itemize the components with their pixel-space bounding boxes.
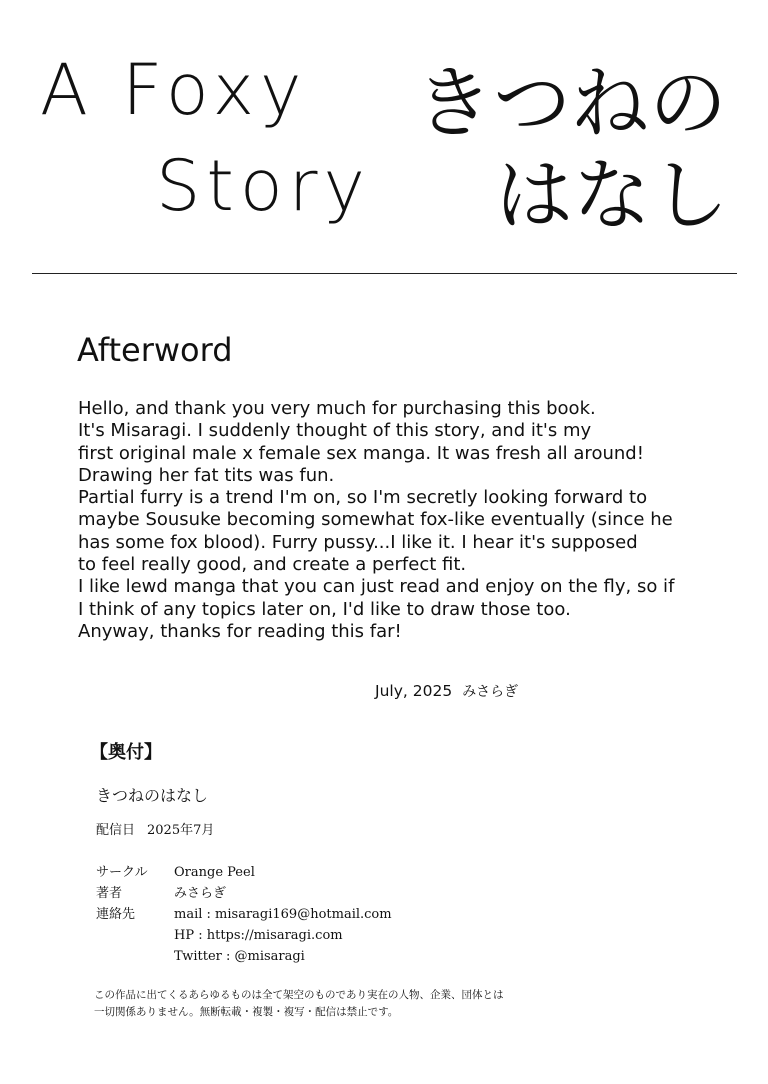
- info-value: mail : misaragi169@hotmail.com: [174, 907, 392, 922]
- disclaimer: [94, 987, 554, 1021]
- title-english: [40, 42, 371, 234]
- afterword-line: Drawing her fat tits was fun.: [78, 464, 335, 486]
- afterword-line: has some fox blood). Furry pussy...I like it. I hear it's supposed: [78, 531, 638, 553]
- release-date-value: 2025年7月: [147, 823, 215, 838]
- title-japanese-line1: きつねの: [415, 59, 728, 149]
- signature-date: July, 2025: [375, 682, 453, 700]
- info-label: サークル: [96, 865, 148, 880]
- release-date-row: [96, 820, 214, 842]
- info-row-contact-mail: [96, 904, 392, 925]
- colophon-book-title: きつねのはなし: [96, 786, 209, 805]
- info-value: Twitter : @misaragi: [174, 949, 305, 964]
- info-row-circle: [96, 862, 392, 883]
- title-japanese-line2: はなし: [495, 151, 730, 241]
- afterword-signature: [375, 680, 518, 703]
- info-row-contact-hp: [96, 925, 392, 946]
- info-label: 連絡先: [96, 907, 136, 922]
- afterword-line: I think of any topics later on, I'd like to draw those too.: [78, 598, 571, 620]
- colophon-heading: 【奥付】: [90, 742, 162, 763]
- signature-name: みさらぎ: [462, 684, 519, 700]
- title-japanese: [415, 58, 745, 242]
- afterword-line: first original male x female sex manga. It was fresh all around!: [78, 442, 644, 464]
- afterword-line: It's Misaragi. I suddenly thought of this story, and it's my: [78, 420, 592, 442]
- afterword-line: Anyway, thanks for reading this far!: [78, 620, 402, 642]
- title-english-line2: Story: [156, 145, 371, 227]
- info-value: みさらぎ: [174, 886, 227, 901]
- afterword-line: Partial furry is a trend I'm on, so I'm secretly looking forward to: [78, 487, 648, 509]
- info-value: Orange Peel: [174, 865, 255, 880]
- info-label: 著者: [96, 886, 123, 901]
- info-row-contact-twitter: [96, 946, 392, 967]
- disclaimer-line: 一切関係ありません。無断転載・複製・複写・配信は禁止です。: [94, 1006, 399, 1018]
- afterword-body: [78, 398, 718, 643]
- title-divider: [32, 273, 737, 274]
- afterword-line: I like lewd manga that you can just read and enjoy on the fly, so if: [78, 576, 675, 598]
- release-date-label: 配信日: [96, 823, 136, 838]
- colophon-info-table: [96, 862, 392, 967]
- info-label: [96, 946, 174, 967]
- title-english-line1: A Foxy: [40, 49, 308, 131]
- info-label: [96, 925, 174, 946]
- disclaimer-line: この作品に出てくるあらゆるものは全て架空のものであり実在の人物、企業、団体とは: [94, 989, 504, 1001]
- afterword-line: to feel really good, and create a perfect fit.: [78, 554, 467, 576]
- afterword-line: maybe Sousuke becoming somewhat fox-like eventually (since he: [78, 509, 673, 531]
- info-value: HP : https://misaragi.com: [174, 928, 343, 943]
- afterword-heading: Afterword: [77, 331, 233, 369]
- afterword-line: Hello, and thank you very much for purchasing this book.: [78, 398, 596, 419]
- info-row-author: [96, 883, 392, 904]
